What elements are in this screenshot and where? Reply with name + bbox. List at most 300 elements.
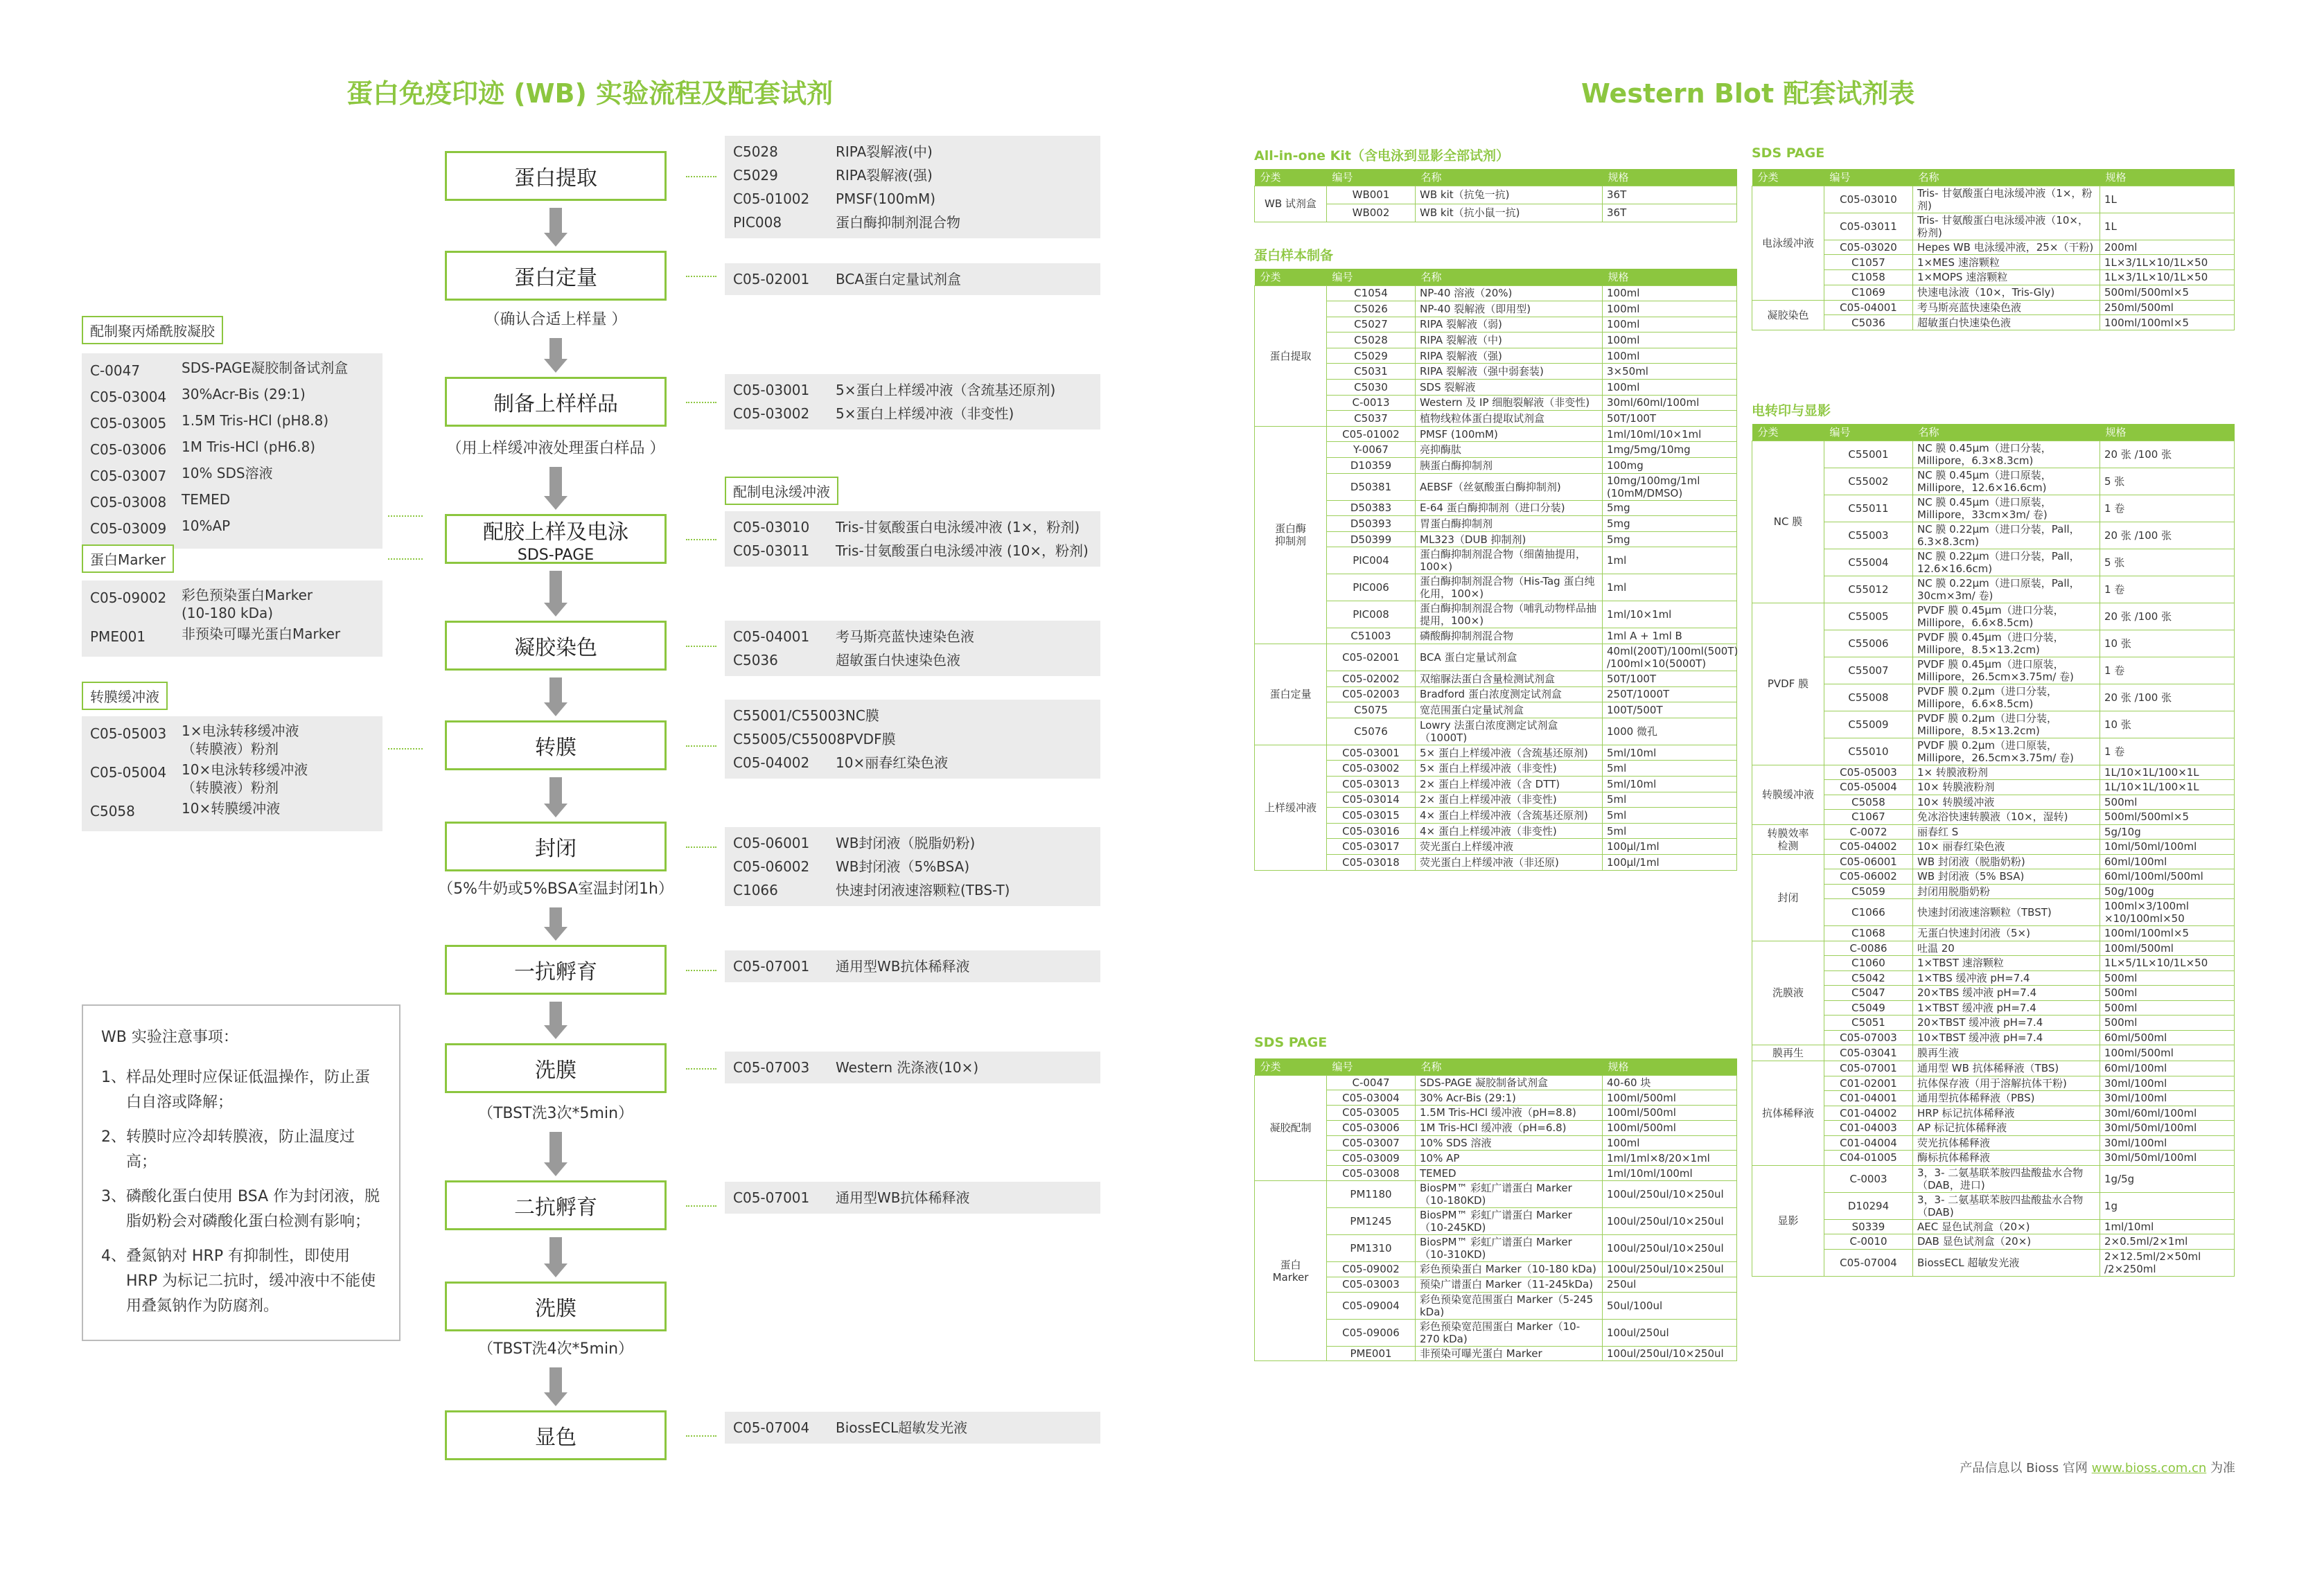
product-spec: 10mg/100mg/1ml (10mM/DMSO)	[1603, 473, 1737, 500]
left-box-tag: 蛋白Marker	[82, 544, 174, 573]
left-reagent-box	[82, 580, 382, 657]
reagent-name: RIPA裂解液(中)	[836, 143, 933, 160]
reagent-code: C5036	[733, 652, 778, 668]
product-spec: 1ml/10ml	[2100, 1219, 2235, 1234]
reagent-code: C55005/C55008	[733, 731, 845, 747]
connector-dots	[388, 748, 423, 750]
product-spec: 1mg/5mg/10mg	[1603, 442, 1737, 458]
product-code: C05-03004	[1327, 1090, 1416, 1106]
product-code: C5059	[1824, 884, 1913, 899]
product-code: C05-03020	[1824, 240, 1913, 255]
arrow-shaft	[549, 1237, 562, 1264]
product-code: C55008	[1824, 684, 1913, 711]
table-row	[1255, 204, 1737, 222]
product-name: 1×MOPS 速溶颗粒	[1913, 270, 2100, 285]
product-code: C05-04001	[1824, 300, 1913, 315]
reagent-row	[733, 727, 1092, 751]
product-code: D10294	[1824, 1192, 1913, 1219]
reagent-code: C05-03008	[90, 494, 167, 511]
product-code: C1067	[1824, 810, 1913, 825]
reagent-row	[733, 140, 1092, 163]
product-name: BiosPM™ 彩虹广谱蛋白 Marker（10-180KD)	[1416, 1181, 1603, 1208]
product-name: 1×TBST 速溶颗粒	[1913, 956, 2100, 971]
connector-dots	[686, 276, 716, 277]
table-row	[1255, 1090, 1737, 1106]
table-row	[1752, 285, 2235, 300]
arrow-head	[544, 1025, 567, 1039]
table-row	[1752, 869, 2235, 885]
arrow-shaft	[549, 571, 562, 603]
product-spec: 100ml×3/100ml ×10/100ml×50	[2100, 899, 2235, 926]
table-row	[1255, 516, 1737, 532]
product-spec: 250T/1000T	[1603, 686, 1737, 702]
product-code: C1068	[1824, 926, 1913, 941]
table-row	[1255, 395, 1737, 411]
table-row	[1752, 1106, 2235, 1121]
flow-arrow	[544, 208, 567, 247]
note-item	[101, 1185, 381, 1234]
product-spec: 50ul/100ul	[1603, 1292, 1737, 1319]
product-spec: 50g/100g	[2100, 884, 2235, 899]
step-s9	[445, 1043, 667, 1093]
product-name: DAB 显色试剂盒（20×)	[1913, 1234, 2100, 1250]
product-name: 膜再生液	[1913, 1045, 2100, 1061]
table-row	[1752, 1165, 2235, 1192]
product-spec: 1L	[2100, 186, 2235, 213]
product-name: 3，3- 二氨基联苯胺四盐酸盐水合物（DAB，进口)	[1913, 1165, 2100, 1192]
reagent-code: C05-02001	[733, 271, 810, 287]
reagent-row	[733, 378, 1092, 402]
connector-dots	[686, 539, 716, 540]
product-code: C1066	[1824, 899, 1913, 926]
product-name: 磷酸酶抑制剂混合物	[1416, 628, 1603, 644]
reagent-tag: 配制电泳缓冲液	[725, 477, 838, 505]
category-cell: 膜再生	[1752, 1045, 1824, 1061]
product-code: PIC008	[1327, 601, 1416, 628]
product-spec: 2×0.5ml/2×1ml	[2100, 1234, 2235, 1250]
reagent-row	[733, 267, 1092, 291]
table-row	[1752, 1091, 2235, 1106]
product-code: C5031	[1327, 364, 1416, 380]
product-code: C05-03002	[1327, 761, 1416, 777]
table-header-cell: 分类	[1255, 269, 1327, 285]
table-header-cell: 编号	[1327, 169, 1416, 186]
product-name: 10×TBST 缓冲液 pH=7.4	[1913, 1030, 2100, 1045]
table-header-cell: 名称	[1416, 1058, 1603, 1075]
product-code: C55006	[1824, 630, 1913, 657]
product-code: C55007	[1824, 657, 1913, 684]
product-name: PVDF 膜 0.45μm（进口分装，Millipore，6.6×8.5cm)	[1913, 603, 2100, 630]
product-spec: 100ml	[1603, 317, 1737, 333]
product-spec: 60ml/100ml	[2100, 854, 2235, 869]
product-spec: 100ml	[1603, 285, 1737, 301]
arrow-shaft	[549, 1367, 562, 1392]
reagent-code: C05-01002	[733, 190, 810, 207]
product-code: C5026	[1327, 301, 1416, 317]
table-row	[1752, 522, 2235, 549]
reagent-code: C1066	[733, 882, 778, 898]
product-spec: 40-60 块	[1603, 1075, 1737, 1090]
table-row	[1752, 630, 2235, 657]
product-spec: 100ml/500ml	[1603, 1090, 1737, 1106]
step-s3	[445, 377, 667, 427]
arrow-head	[544, 1162, 567, 1176]
table-row	[1255, 1292, 1737, 1319]
product-spec: 500ml/500ml×5	[2100, 810, 2235, 825]
product-spec: 100ml/100ml×5	[2100, 926, 2235, 941]
product-spec: 100ml	[1603, 1135, 1737, 1151]
product-code: C05-07004	[1824, 1249, 1913, 1276]
reagent-code: C05-07001	[733, 958, 810, 975]
product-spec: 20 张 /100 张	[2100, 441, 2235, 468]
table-header-cell: 名称	[1913, 424, 2100, 441]
product-spec: 1L×3/1L×10/1L×50	[2100, 255, 2235, 270]
table-header-cell: 分类	[1752, 169, 1824, 186]
product-spec: 1 卷	[2100, 576, 2235, 603]
product-code: C55002	[1824, 468, 1913, 495]
product-name: 植物线粒体蛋白提取试剂盒	[1416, 411, 1603, 427]
product-spec: 100ml	[1603, 333, 1737, 348]
product-name: 宽范围蛋白定量试剂盒	[1416, 702, 1603, 718]
product-spec: 100ml/500ml	[1603, 1106, 1737, 1121]
notes-title: WB 实验注意事项：	[101, 1029, 238, 1046]
connector-dots	[686, 402, 716, 403]
reagent-name: 1×电泳转移缓冲液 （转膜液）粉剂	[182, 722, 299, 757]
product-name: 1M Tris-HCl 缓冲液（pH=6.8)	[1416, 1120, 1603, 1135]
step-label: 二抗孵育	[514, 1196, 597, 1220]
category-cell: NC 膜	[1752, 441, 1824, 603]
notes-box	[82, 1004, 400, 1341]
note-item	[101, 1065, 381, 1115]
table-row	[1255, 854, 1737, 870]
reagent-box	[725, 1052, 1100, 1083]
reagent-name: 10×电泳转移缓冲液 （转膜液）粉剂	[182, 761, 308, 796]
product-name: 20×TBST 缓冲液 pH=7.4	[1913, 1016, 2100, 1031]
table-row	[1255, 574, 1737, 601]
category-cell: 凝胶配制	[1255, 1075, 1327, 1181]
reagent-row	[90, 722, 374, 758]
note-item	[101, 1125, 381, 1175]
reagent-code: C05-03001	[733, 382, 810, 398]
table-row	[1255, 1151, 1737, 1166]
note-number: 1、	[101, 1069, 126, 1086]
product-spec: 2×12.5ml/2×50ml /2×250ml	[2100, 1249, 2235, 1276]
table-row	[1255, 442, 1737, 458]
product-spec: 1g/5g	[2100, 1165, 2235, 1192]
arrow-shaft	[549, 338, 562, 359]
table-row	[1255, 1262, 1737, 1277]
step-subtitle: （用上样缓冲液处理蛋白样品 ）	[446, 440, 665, 457]
product-code: C5058	[1824, 795, 1913, 810]
reagent-name: SDS-PAGE凝胶制备试剂盒	[182, 360, 349, 376]
step-label: 凝胶染色	[514, 636, 597, 660]
reagent-box	[725, 827, 1100, 906]
table-row	[1752, 1135, 2235, 1151]
product-spec: 5ml	[1603, 823, 1737, 839]
table-row	[1752, 300, 2235, 315]
product-code: C05-05004	[1824, 780, 1913, 795]
product-code: C55010	[1824, 738, 1913, 765]
product-name: E-64 蛋白酶抑制剂（进口分装)	[1416, 500, 1603, 516]
table-row	[1255, 301, 1737, 317]
table-row	[1752, 824, 2235, 840]
step-s1	[445, 151, 667, 201]
product-spec: 100mg	[1603, 458, 1737, 474]
product-name: NC 膜 0.22μm（进口分装，Pall，12.6×16.6cm)	[1913, 549, 2100, 576]
product-spec: 250ml/500ml	[2100, 300, 2235, 315]
footer-link[interactable]: www.bioss.com.cn	[2091, 1461, 2207, 1475]
product-name: NC 膜 0.22μm（进口分装，Pall，6.3×8.3cm)	[1913, 522, 2100, 549]
table-row	[1752, 1061, 2235, 1076]
reagent-code: PME001	[90, 628, 146, 645]
table-header-cell: 编号	[1824, 424, 1913, 441]
reagent-name: 5×蛋白上样缓冲液（含巯基还原剂)	[836, 382, 1056, 398]
product-name: RIPA 裂解液（中)	[1416, 333, 1603, 348]
arrow-head	[544, 804, 567, 817]
reagent-row	[90, 438, 374, 461]
table-header-row	[1255, 1058, 1737, 1075]
table-row	[1255, 458, 1737, 474]
reagent-name: 10%AP	[182, 517, 231, 534]
product-spec: 60ml/100ml	[2100, 1061, 2235, 1076]
product-spec: 5ml	[1603, 808, 1737, 824]
reagent-row	[90, 464, 374, 488]
reagent-name: PVDF膜	[845, 731, 896, 747]
product-code: PIC006	[1327, 574, 1416, 601]
table-row	[1255, 792, 1737, 808]
product-name: 蛋白酶抑制剂混合物（His-Tag 蛋白纯化用，100×)	[1416, 574, 1603, 601]
table-row	[1255, 473, 1737, 500]
product-code: D50381	[1327, 473, 1416, 500]
table-header-cell: 编号	[1327, 1058, 1416, 1075]
product-code: C05-03003	[1327, 1277, 1416, 1292]
table-row	[1752, 1045, 2235, 1061]
product-name: WB 封闭液（5% BSA)	[1913, 869, 2100, 885]
flow-arrow	[544, 1367, 567, 1406]
arrow-shaft	[549, 907, 562, 927]
product-name: 10% AP	[1416, 1151, 1603, 1166]
table-row	[1255, 601, 1737, 628]
product-spec: 1 卷	[2100, 738, 2235, 765]
table-row	[1752, 186, 2235, 213]
table-row	[1752, 240, 2235, 255]
product-spec: 500ml	[2100, 795, 2235, 810]
step-label: 洗膜	[535, 1297, 576, 1321]
product-code: C05-03001	[1327, 745, 1416, 761]
product-spec: 100ml	[1603, 348, 1737, 364]
product-spec: 1ml	[1603, 574, 1737, 601]
product-spec: 30ml/50ml/100ml	[2100, 1151, 2235, 1166]
product-name: 5× 蛋白上样缓冲液（非变性)	[1416, 761, 1603, 777]
product-name: NC 膜 0.45μm（进口原装，Millipore，12.6×16.6cm)	[1913, 468, 2100, 495]
product-name: 非预染可曝光蛋白 Marker	[1416, 1346, 1603, 1361]
connector-dots	[388, 558, 423, 560]
product-name: NC 膜 0.22μm（进口原装，Pall，30cm×3m/ 卷)	[1913, 576, 2100, 603]
reagent-row	[733, 955, 1092, 978]
left-box-tag: 转膜缓冲液	[82, 682, 168, 710]
arrow-head	[544, 359, 567, 373]
reagent-code: C05-05003	[90, 725, 167, 742]
product-code: C05-03013	[1327, 776, 1416, 792]
step-s12	[445, 1410, 667, 1460]
connector-dots	[686, 1205, 716, 1207]
table-row	[1752, 941, 2235, 956]
reagent-name: 彩色预染蛋白Marker (10-180 kDa)	[182, 587, 313, 621]
table-row	[1752, 576, 2235, 603]
product-name: 蛋白酶抑制剂混合物（哺乳动物样品抽提用，100×)	[1416, 601, 1603, 628]
product-name: 10× 转膜缓冲液	[1913, 795, 2100, 810]
product-name: 考马斯亮蓝快速染色液	[1913, 300, 2100, 315]
reagent-code: C05-09002	[90, 589, 167, 606]
flow-arrow	[544, 1002, 567, 1039]
reagent-row	[90, 490, 374, 514]
product-name: 2× 蛋白上样缓冲液（含 DTT)	[1416, 776, 1603, 792]
product-spec: 500ml	[2100, 970, 2235, 986]
table-row	[1255, 761, 1737, 777]
table-sds-page-left-title: SDS PAGE	[1254, 1035, 1328, 1050]
product-spec: 30ml/100ml	[2100, 1091, 2235, 1106]
product-code: C01-04001	[1824, 1091, 1913, 1106]
reagent-name: Tris-甘氨酸蛋白电泳缓冲液 (10×，粉剂)	[836, 542, 1089, 559]
table-row	[1752, 810, 2235, 825]
product-name: TEMED	[1416, 1166, 1603, 1181]
product-name: Hepes WB 电泳缓冲液，25×（干粉)	[1913, 240, 2100, 255]
category-cell: 凝胶染色	[1752, 300, 1824, 330]
product-name: AP 标记抗体稀释液	[1913, 1121, 2100, 1136]
reagent-code: C5028	[733, 143, 778, 160]
product-spec: 30ml/60ml/100ml	[1603, 395, 1737, 411]
product-code: C5037	[1327, 411, 1416, 427]
connector-dots	[686, 846, 716, 848]
product-code: C55004	[1824, 549, 1913, 576]
note-number: 2、	[101, 1128, 126, 1146]
table-row	[1752, 213, 2235, 240]
table-header-cell: 规格	[2100, 424, 2235, 441]
arrow-head	[544, 233, 567, 247]
reagent-code: C05-03010	[733, 519, 810, 535]
note-text: 转膜时应冷却转膜液，防止温度过高；	[126, 1128, 355, 1171]
table-row	[1255, 426, 1737, 442]
product-name: 2× 蛋白上样缓冲液（非变性)	[1416, 792, 1603, 808]
reagent-name: Tris-甘氨酸蛋白电泳缓冲液 (1×，粉剂)	[836, 519, 1080, 535]
product-spec: 100ml/500ml	[1603, 1120, 1737, 1135]
product-name: 20×TBS 缓冲液 pH=7.4	[1913, 986, 2100, 1001]
reagent-row	[733, 831, 1092, 855]
reagent-code: C05-04001	[733, 628, 810, 645]
reagent-name: 蛋白酶抑制剂混合物	[836, 214, 960, 231]
product-spec: 100ml	[1603, 301, 1737, 317]
product-code: C05-01002	[1327, 426, 1416, 442]
table-header-cell: 编号	[1327, 269, 1416, 285]
reagent-code: C5058	[90, 803, 135, 819]
left-reagent-box	[82, 716, 382, 831]
note-text: 磷酸化蛋白使用 BSA 作为封闭液，脱脂奶粉会对磷酸化蛋白检测有影响；	[126, 1188, 380, 1230]
step-label: 蛋白提取	[514, 166, 597, 190]
connector-dots	[388, 515, 423, 517]
table-row	[1752, 1016, 2235, 1031]
product-spec: 200ml	[2100, 240, 2235, 255]
reagent-name: 通用型WB抗体稀释液	[836, 958, 970, 975]
product-spec: 100T/500T	[1603, 702, 1737, 718]
category-cell: 蛋白酶 抑制剂	[1255, 426, 1327, 644]
product-spec: 5 张	[2100, 549, 2235, 576]
product-spec: 36T	[1603, 186, 1737, 204]
table-row	[1752, 1000, 2235, 1016]
product-name: 4× 蛋白上样缓冲液（非变性)	[1416, 823, 1603, 839]
reagent-code: C05-04002	[733, 754, 810, 771]
product-spec: 100μl/1ml	[1603, 854, 1737, 870]
arrow-shaft	[549, 208, 562, 233]
product-spec: 1g	[2100, 1192, 2235, 1219]
step-label-secondary: SDS-PAGE	[517, 546, 595, 564]
reagent-name: 10% SDS溶液	[182, 465, 273, 481]
product-name: Tris- 甘氨酸蛋白电泳缓冲液（1×，粉剂)	[1913, 186, 2100, 213]
product-spec: 100ul/250ul/10×250ul	[1603, 1346, 1737, 1361]
reagent-code: C05-05004	[90, 764, 167, 781]
product-name: 4× 蛋白上样缓冲液（含巯基还原剂)	[1416, 808, 1603, 824]
product-spec: 1L	[2100, 213, 2235, 240]
product-code: C-0047	[1327, 1075, 1416, 1090]
table-row	[1752, 495, 2235, 522]
reagent-name: 1.5M Tris-HCl (pH8.8)	[182, 412, 329, 429]
table-row	[1255, 1106, 1737, 1121]
product-code: WB001	[1327, 186, 1416, 204]
product-code: C05-03041	[1824, 1045, 1913, 1061]
product-name: 通用型抗体稀释液（PBS)	[1913, 1091, 2100, 1106]
product-code: C55012	[1824, 576, 1913, 603]
product-spec: 5ml	[1603, 792, 1737, 808]
table-row	[1752, 1076, 2235, 1091]
left-box-tag: 配制聚丙烯酰胺凝胶	[82, 316, 223, 344]
reagent-row	[733, 1186, 1092, 1209]
reagent-name: 10×丽春红染色液	[836, 754, 949, 771]
reagent-name: WB封闭液（5%BSA)	[836, 858, 970, 875]
table-row	[1752, 854, 2235, 869]
product-name: 双缩脲法蛋白含量检测试剂盒	[1416, 671, 1603, 687]
product-name: 5× 蛋白上样缓冲液（含巯基还原剂)	[1416, 745, 1603, 761]
table-row	[1752, 711, 2235, 738]
reagent-code: C05-03006	[90, 441, 167, 458]
table-row	[1752, 884, 2235, 899]
product-name: 酶标抗体稀释液	[1913, 1151, 2100, 1166]
reagent-code: C05-03007	[90, 468, 167, 484]
product-name: NP-40 溶液（20%)	[1416, 285, 1603, 301]
connector-dots	[686, 1435, 716, 1437]
table-row	[1255, 1135, 1737, 1151]
table-row	[1255, 1319, 1737, 1346]
product-code: C05-03014	[1327, 792, 1416, 808]
product-name: 快速封闭液速溶颗粒（TBST)	[1913, 899, 2100, 926]
table-header-row	[1255, 169, 1737, 186]
table-sds-page-right	[1752, 169, 2235, 330]
product-name: 胃蛋白酶抑制剂	[1416, 516, 1603, 532]
table-row	[1255, 411, 1737, 427]
product-code: C05-05003	[1824, 765, 1913, 780]
note-text: 样品处理时应保证低温操作，防止蛋白自溶或降解；	[126, 1069, 371, 1111]
reagent-row	[733, 704, 1092, 727]
table-transfer-detection-title: 电转印与显影	[1752, 403, 1831, 418]
product-name: 丽春红 S	[1913, 824, 2100, 840]
product-code: C1058	[1824, 270, 1913, 285]
table-row	[1752, 315, 2235, 330]
table-row	[1752, 1121, 2235, 1136]
product-code: S0339	[1824, 1219, 1913, 1234]
product-name: 亮抑酶肽	[1416, 442, 1603, 458]
product-spec: 5mg	[1603, 500, 1737, 516]
table-header-cell: 名称	[1416, 169, 1603, 186]
arrow-head	[544, 927, 567, 941]
product-code: PM1180	[1327, 1181, 1416, 1208]
